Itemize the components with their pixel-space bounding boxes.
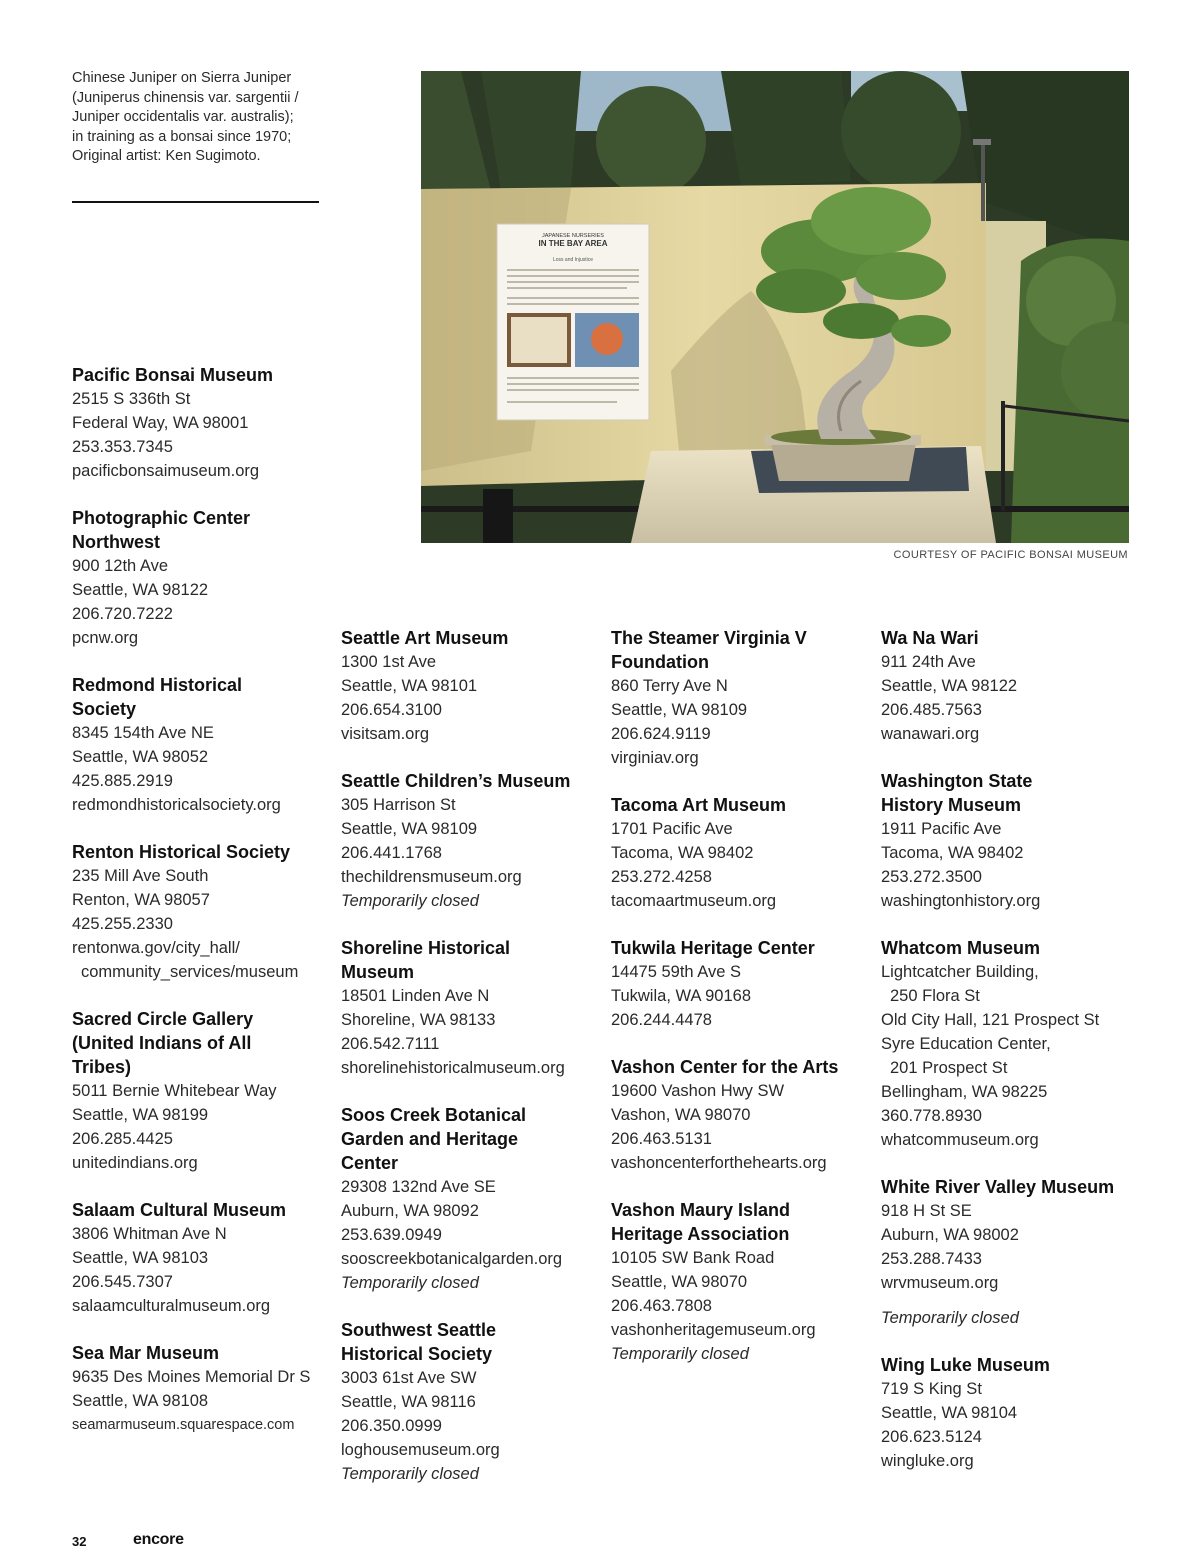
listing-name: Tacoma Art Museum	[611, 795, 787, 815]
website-link[interactable]: wrvmuseum.org	[881, 1274, 999, 1292]
listing	[72, 840, 337, 984]
listing	[72, 1341, 337, 1437]
city-line: Tacoma, WA 98402	[611, 844, 754, 862]
website-link[interactable]: thechildrensmuseum.org	[341, 868, 522, 886]
listing	[341, 626, 606, 746]
page-number: 32	[72, 1534, 87, 1549]
phone: 253.272.3500	[881, 868, 982, 886]
city-line: Tukwila, WA 90168	[611, 987, 752, 1005]
address-line: 900 12th Ave	[72, 557, 169, 575]
city-line: Seattle, WA 98109	[341, 820, 478, 838]
listing	[72, 673, 337, 817]
listing-name: Pacific Bonsai Museum	[72, 365, 274, 385]
website-link[interactable]: washingtonhistory.org	[881, 892, 1041, 910]
website-link[interactable]: wanawari.org	[881, 725, 980, 743]
city-line: Federal Way, WA 98001	[72, 414, 249, 432]
address-line: 3003 61st Ave SW	[341, 1369, 477, 1387]
phone: 253.639.0949	[341, 1226, 442, 1244]
address-line: 18501 Linden Ave N	[341, 987, 490, 1005]
listing	[341, 1318, 606, 1486]
website-link[interactable]: sooscreekbotanicalgarden.org	[341, 1250, 563, 1268]
status-note: Temporarily closed	[341, 892, 479, 910]
city-line: Auburn, WA 98002	[881, 1226, 1019, 1244]
city-line: Auburn, WA 98092	[341, 1202, 479, 1220]
address-line: 9635 Des Moines Memorial Dr S	[72, 1368, 311, 1386]
listing	[881, 1353, 1146, 1473]
address-line: 1701 Pacific Ave	[611, 820, 733, 838]
caption-divider	[72, 201, 319, 203]
phone: 206.624.9119	[611, 725, 711, 743]
city-line: Shoreline, WA 98133	[341, 1011, 496, 1029]
listing	[881, 936, 1146, 1152]
phone: 206.441.1768	[341, 844, 442, 862]
website-link[interactable]: visitsam.org	[341, 725, 430, 743]
listing-name: Seattle Children’s Museum	[341, 771, 571, 791]
encore-logo: encore	[133, 1531, 184, 1548]
website-link[interactable]: pcnw.org	[72, 629, 139, 647]
listing-name: Shoreline Historical Museum	[341, 938, 511, 982]
city-line: Seattle, WA 98108	[72, 1392, 209, 1410]
photo-credit: COURTESY OF PACIFIC BONSAI MUSEUM	[893, 549, 1128, 561]
city-line: Seattle, WA 98104	[881, 1404, 1018, 1422]
phone: 206.542.7111	[341, 1035, 440, 1053]
city-line: Seattle, WA 98122	[72, 581, 209, 599]
status-note: Temporarily closed	[611, 1345, 749, 1363]
website-link[interactable]: virginiav.org	[611, 749, 699, 767]
city-line: Seattle, WA 98070	[611, 1273, 748, 1291]
address-line: 305 Harrison St	[341, 796, 456, 814]
caption-line: (Juniperus chinensis var. sargentii /	[72, 89, 299, 106]
listing	[611, 936, 876, 1032]
listing	[881, 626, 1146, 746]
address-line: 1911 Pacific Ave	[881, 820, 1002, 838]
listing-name: Redmond Historical Society	[72, 675, 243, 719]
listing	[881, 769, 1146, 913]
address-line: 14475 59th Ave S	[611, 963, 741, 981]
phone: 253.353.7345	[72, 438, 173, 456]
website-link[interactable]: redmondhistoricalsociety.org	[72, 796, 281, 814]
phone: 360.778.8930	[881, 1107, 982, 1125]
city-line: Seattle, WA 98109	[611, 701, 748, 719]
address-line: 1300 1st Ave	[341, 653, 437, 671]
listing-name: Vashon Center for the Arts	[611, 1057, 839, 1077]
address-line: 5011 Bernie Whitebear Way	[72, 1082, 277, 1100]
phone: 206.463.5131	[611, 1130, 712, 1148]
listing-name: Salaam Cultural Museum	[72, 1200, 287, 1220]
address-line: 19600 Vashon Hwy SW	[611, 1082, 785, 1100]
listing	[341, 936, 606, 1080]
listing-name: Seattle Art Museum	[341, 628, 509, 648]
address-line: 918 H St SE	[881, 1202, 972, 1220]
listing	[611, 793, 876, 913]
website-link[interactable]: shorelinehistoricalmuseum.org	[341, 1059, 565, 1077]
status-note: Temporarily closed	[881, 1309, 1019, 1327]
listing-name: Wing Luke Museum	[881, 1355, 1050, 1375]
directory-column-3	[611, 626, 876, 1366]
website-link[interactable]: vashonheritagemuseum.org	[611, 1321, 816, 1339]
city-line: Seattle, WA 98052	[72, 748, 209, 766]
city-line: Vashon, WA 98070	[611, 1106, 751, 1124]
website-link[interactable]: wingluke.org	[881, 1452, 974, 1470]
caption-line: in training as a bonsai since 1970;	[72, 128, 292, 145]
listing	[72, 506, 337, 650]
address-line: 10105 SW Bank Road	[611, 1249, 775, 1267]
sign-title: IN THE BAY AREA	[538, 239, 608, 248]
listing	[611, 626, 876, 770]
phone: 206.285.4425	[72, 1130, 173, 1148]
phone: 425.255.2330	[72, 915, 173, 933]
website-link[interactable]: whatcommuseum.org	[881, 1131, 1039, 1149]
city-line: Seattle, WA 98116	[341, 1393, 476, 1411]
website-link[interactable]: vashoncenterforthehearts.org	[611, 1154, 827, 1172]
listing-name: Washington State History Museum	[881, 771, 1033, 815]
listing	[611, 1055, 876, 1175]
phone: 206.720.7222	[72, 605, 173, 623]
website-link[interactable]: rentonwa.gov/city_hall/	[72, 939, 240, 957]
phone: 206.350.0999	[341, 1417, 442, 1435]
caption-line: Juniper occidentalis var. australis);	[72, 109, 294, 125]
address-line: 250 Flora St	[890, 987, 980, 1005]
listing-name: Vashon Maury Island Heritage Association	[611, 1200, 791, 1244]
listing-name: Tukwila Heritage Center	[611, 938, 815, 958]
address-line: 235 Mill Ave South	[72, 867, 209, 885]
listing	[72, 1198, 337, 1318]
directory-column-1	[72, 363, 337, 1437]
listing-name: Southwest Seattle Historical Society	[341, 1320, 497, 1364]
phone: 253.288.7433	[881, 1250, 982, 1268]
website-link[interactable]: unitedindians.org	[72, 1154, 198, 1172]
listing	[72, 1007, 337, 1175]
phone: 206.485.7563	[881, 701, 982, 719]
address-line: Old City Hall, 121 Prospect St	[881, 1011, 1100, 1029]
status-note: Temporarily closed	[341, 1465, 479, 1483]
city-line: Seattle, WA 98101	[341, 677, 478, 695]
phone: 425.885.2919	[72, 772, 173, 790]
website-link-continued[interactable]: community_services/museum	[81, 963, 299, 981]
phone: 206.654.3100	[341, 701, 442, 719]
listing-name: The Steamer Virginia V Foundation	[611, 628, 807, 672]
listing	[341, 1103, 606, 1295]
caption-line: Chinese Juniper on Sierra Juniper	[72, 70, 292, 86]
listing	[72, 363, 337, 483]
address-line: Lightcatcher Building,	[881, 963, 1039, 981]
address-line: 2515 S 336th St	[72, 390, 191, 408]
status-note: Temporarily closed	[341, 1274, 479, 1292]
listing-name: Soos Creek Botanical Garden and Heritage Center	[341, 1105, 527, 1173]
website-link[interactable]: salaamculturalmuseum.org	[72, 1297, 271, 1315]
city-line: Seattle, WA 98103	[72, 1249, 209, 1267]
city-line: Seattle, WA 98122	[881, 677, 1018, 695]
sign-title-small: JAPANESE NURSERIES	[542, 233, 604, 239]
phone: 206.545.7307	[72, 1273, 173, 1291]
address-line: 860 Terry Ave N	[611, 677, 728, 695]
caption-line: Original artist: Ken Sugimoto.	[72, 148, 261, 164]
city-line: Seattle, WA 98199	[72, 1106, 209, 1124]
website-link[interactable]: seamarmuseum.squarespace.com	[72, 1417, 295, 1433]
sign-subtitle: Loss and Injustice	[552, 257, 594, 263]
bonsai-illustration	[421, 71, 1129, 543]
directory-column-4	[881, 626, 1146, 1473]
listing-name: Sea Mar Museum	[72, 1343, 220, 1363]
bonsai-photo	[421, 71, 1129, 543]
photo-caption	[72, 69, 332, 167]
address-line: 3806 Whitman Ave N	[72, 1225, 227, 1243]
phone: 253.272.4258	[611, 868, 712, 886]
directory-column-2	[341, 626, 606, 1486]
city-line: Tacoma, WA 98402	[881, 844, 1024, 862]
city-line: Bellingham, WA 98225	[881, 1083, 1048, 1101]
address-line: Syre Education Center,	[881, 1035, 1051, 1053]
listing	[611, 1198, 876, 1366]
website-link[interactable]: tacomaartmuseum.org	[611, 892, 777, 910]
listing-name: Renton Historical Society	[72, 842, 291, 862]
listing	[881, 1175, 1146, 1330]
listing-name: Wa Na Wari	[881, 628, 979, 648]
website-link[interactable]: loghousemuseum.org	[341, 1441, 500, 1459]
address-line: 8345 154th Ave NE	[72, 724, 214, 742]
address-line: 719 S King St	[881, 1380, 982, 1398]
phone: 206.244.4478	[611, 1011, 712, 1029]
listing-name: Whatcom Museum	[881, 938, 1041, 958]
address-line: 29308 132nd Ave SE	[341, 1178, 496, 1196]
listing-name: White River Valley Museum	[881, 1177, 1115, 1197]
city-line: Renton, WA 98057	[72, 891, 210, 909]
phone: 206.463.7808	[611, 1297, 712, 1315]
listing-name: Sacred Circle Gallery (United Indians of All Tribes)	[72, 1009, 254, 1077]
address-line: 201 Prospect St	[890, 1059, 1008, 1077]
listing-name: Photographic Center Northwest	[72, 508, 251, 552]
listing	[341, 769, 606, 913]
website-link[interactable]: pacificbonsaimuseum.org	[72, 462, 260, 480]
address-line: 911 24th Ave	[881, 653, 976, 671]
phone: 206.623.5124	[881, 1428, 982, 1446]
